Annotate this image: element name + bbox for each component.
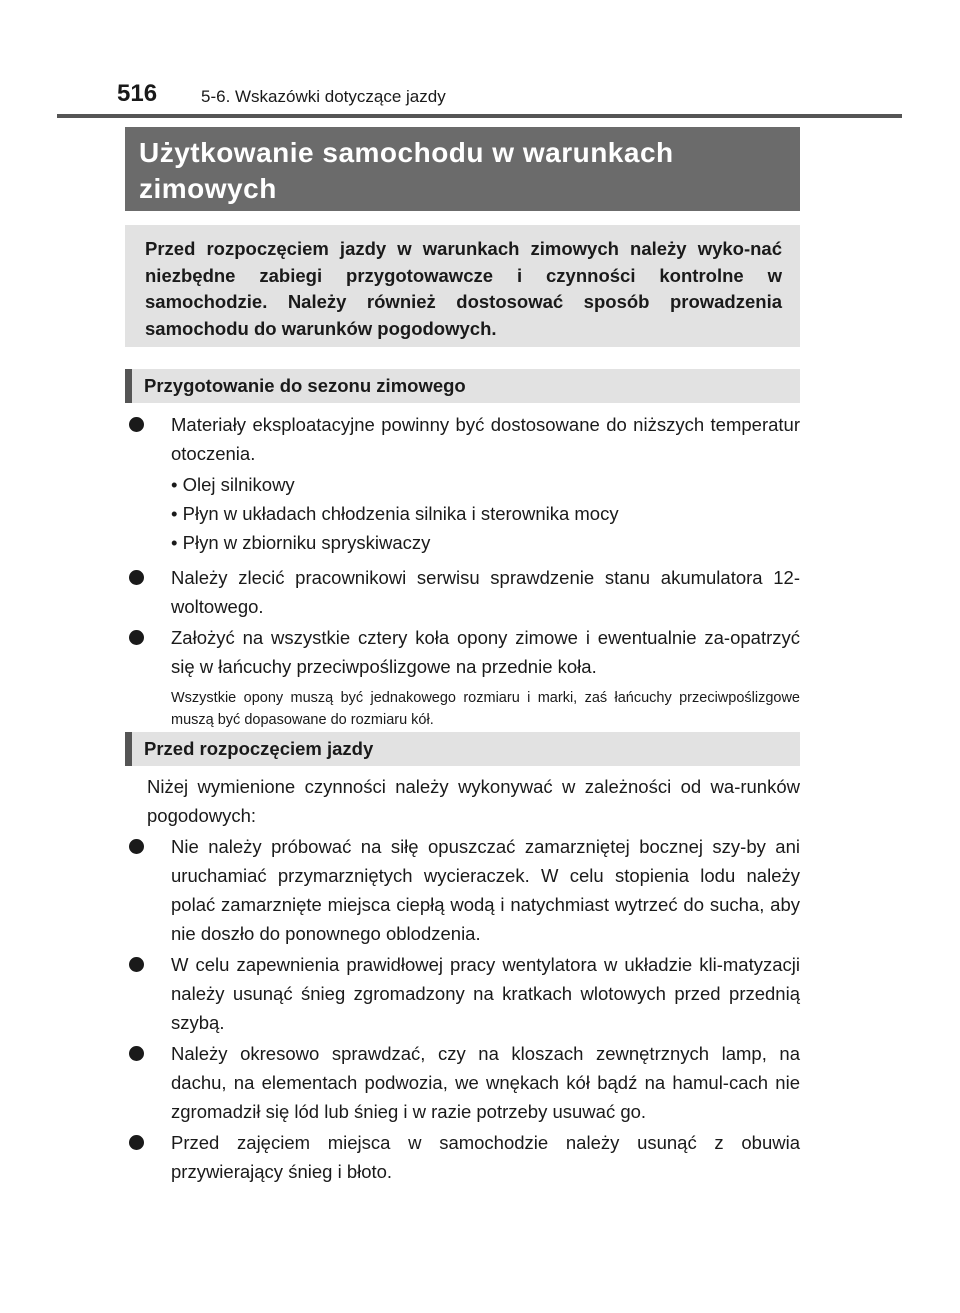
page-header: [117, 78, 903, 110]
bullet-item: [125, 832, 800, 948]
chapter-title: Użytkowanie samochodu w warunkach zimowych: [125, 127, 800, 211]
bullet-dot-icon: [129, 570, 144, 585]
bullet-item: [125, 1128, 800, 1186]
bullet-text: Przed zajęciem miejsca w samochodzie należy usunąć z obuwia przywierający śnieg i błoto.: [171, 1132, 800, 1182]
bullet-dot-icon: [129, 957, 144, 972]
bullet-text: Założyć na wszystkie cztery koła opony zimowe i ewentualnie za-opatrzyć się w łańcuchy przeciwpoślizgowe na przednie koła.: [171, 627, 800, 677]
section-title: 5-6. Wskazówki dotyczące jazdy: [201, 87, 446, 106]
bullet-item: [125, 1039, 800, 1126]
before-driving-content: [125, 772, 800, 1188]
sub-item: • Płyn w układach chłodzenia silnika i sterownika mocy: [171, 503, 619, 524]
page-number: 516: [117, 80, 158, 107]
bullet-text: Materiały eksploatacyjne powinny być dostosowane do niższych temperatur otoczenia.: [171, 414, 800, 464]
subheading-winter-prep: Przygotowanie do sezonu zimowego: [125, 369, 800, 403]
bullet-text: Należy zlecić pracownikowi serwisu sprawdzenie stanu akumulatora 12-woltowego.: [171, 567, 800, 617]
bullet-dot-icon: [129, 1135, 144, 1150]
paragraph: Niżej wymienione czynności należy wykonywać w zależności od wa-runków pogodowych:: [147, 776, 800, 826]
note-text: Wszystkie opony muszą być jednakowego rozmiaru i marki, zaś łańcuchy przeciwpoślizgowe muszą być dopasowane do rozmiaru kół.: [171, 690, 800, 728]
intro-box: Przed rozpoczęciem jazdy w warunkach zimowych należy wyko-nać niezbędne zabiegi przygotowawcze i czynności kontrolne w samochodzie. Należy również dostosować sposób prowadzenia samochodu do warunków pogodowych.: [125, 225, 800, 347]
bullet-item: [125, 563, 800, 621]
bullet-text: Należy okresowo sprawdzać, czy na kloszach zewnętrznych lamp, na dachu, na elementach podwozia, we wnękach kół bądź na hamul-cach nie zgromadził się lód lub śnieg i w razie potrzeby usuwać go.: [171, 1043, 800, 1122]
bullet-dot-icon: [129, 417, 144, 432]
sub-item: • Olej silnikowy: [171, 474, 295, 495]
bullet-text: W celu zapewnienia prawidłowej pracy wentylatora w układzie kli-matyzacji należy usunąć śnieg zgromadzony na kratkach wlotowych przed przednią szybą.: [171, 954, 800, 1033]
bullet-dot-icon: [129, 839, 144, 854]
subheading-before-driving: Przed rozpoczęciem jazdy: [125, 732, 800, 766]
sub-item: • Płyn w zbiorniku spryskiwaczy: [171, 532, 431, 553]
bullet-dot-icon: [129, 1046, 144, 1061]
header-rule: [57, 114, 902, 118]
bullet-text: Nie należy próbować na siłę opuszczać zamarzniętej bocznej szy-by ani uruchamiać przymarzniętych wycieraczek. W celu stopienia lodu należy polać zamarznięte miejsca ciepłą wodą i natychmiast wytrzeć do sucha, aby nie doszło do ponownego oblodzenia.: [171, 836, 800, 944]
winter-prep-content: [125, 410, 800, 737]
bullet-item: [125, 623, 800, 681]
bullet-item: [125, 410, 800, 468]
bullet-dot-icon: [129, 630, 144, 645]
bullet-item: [125, 950, 800, 1037]
